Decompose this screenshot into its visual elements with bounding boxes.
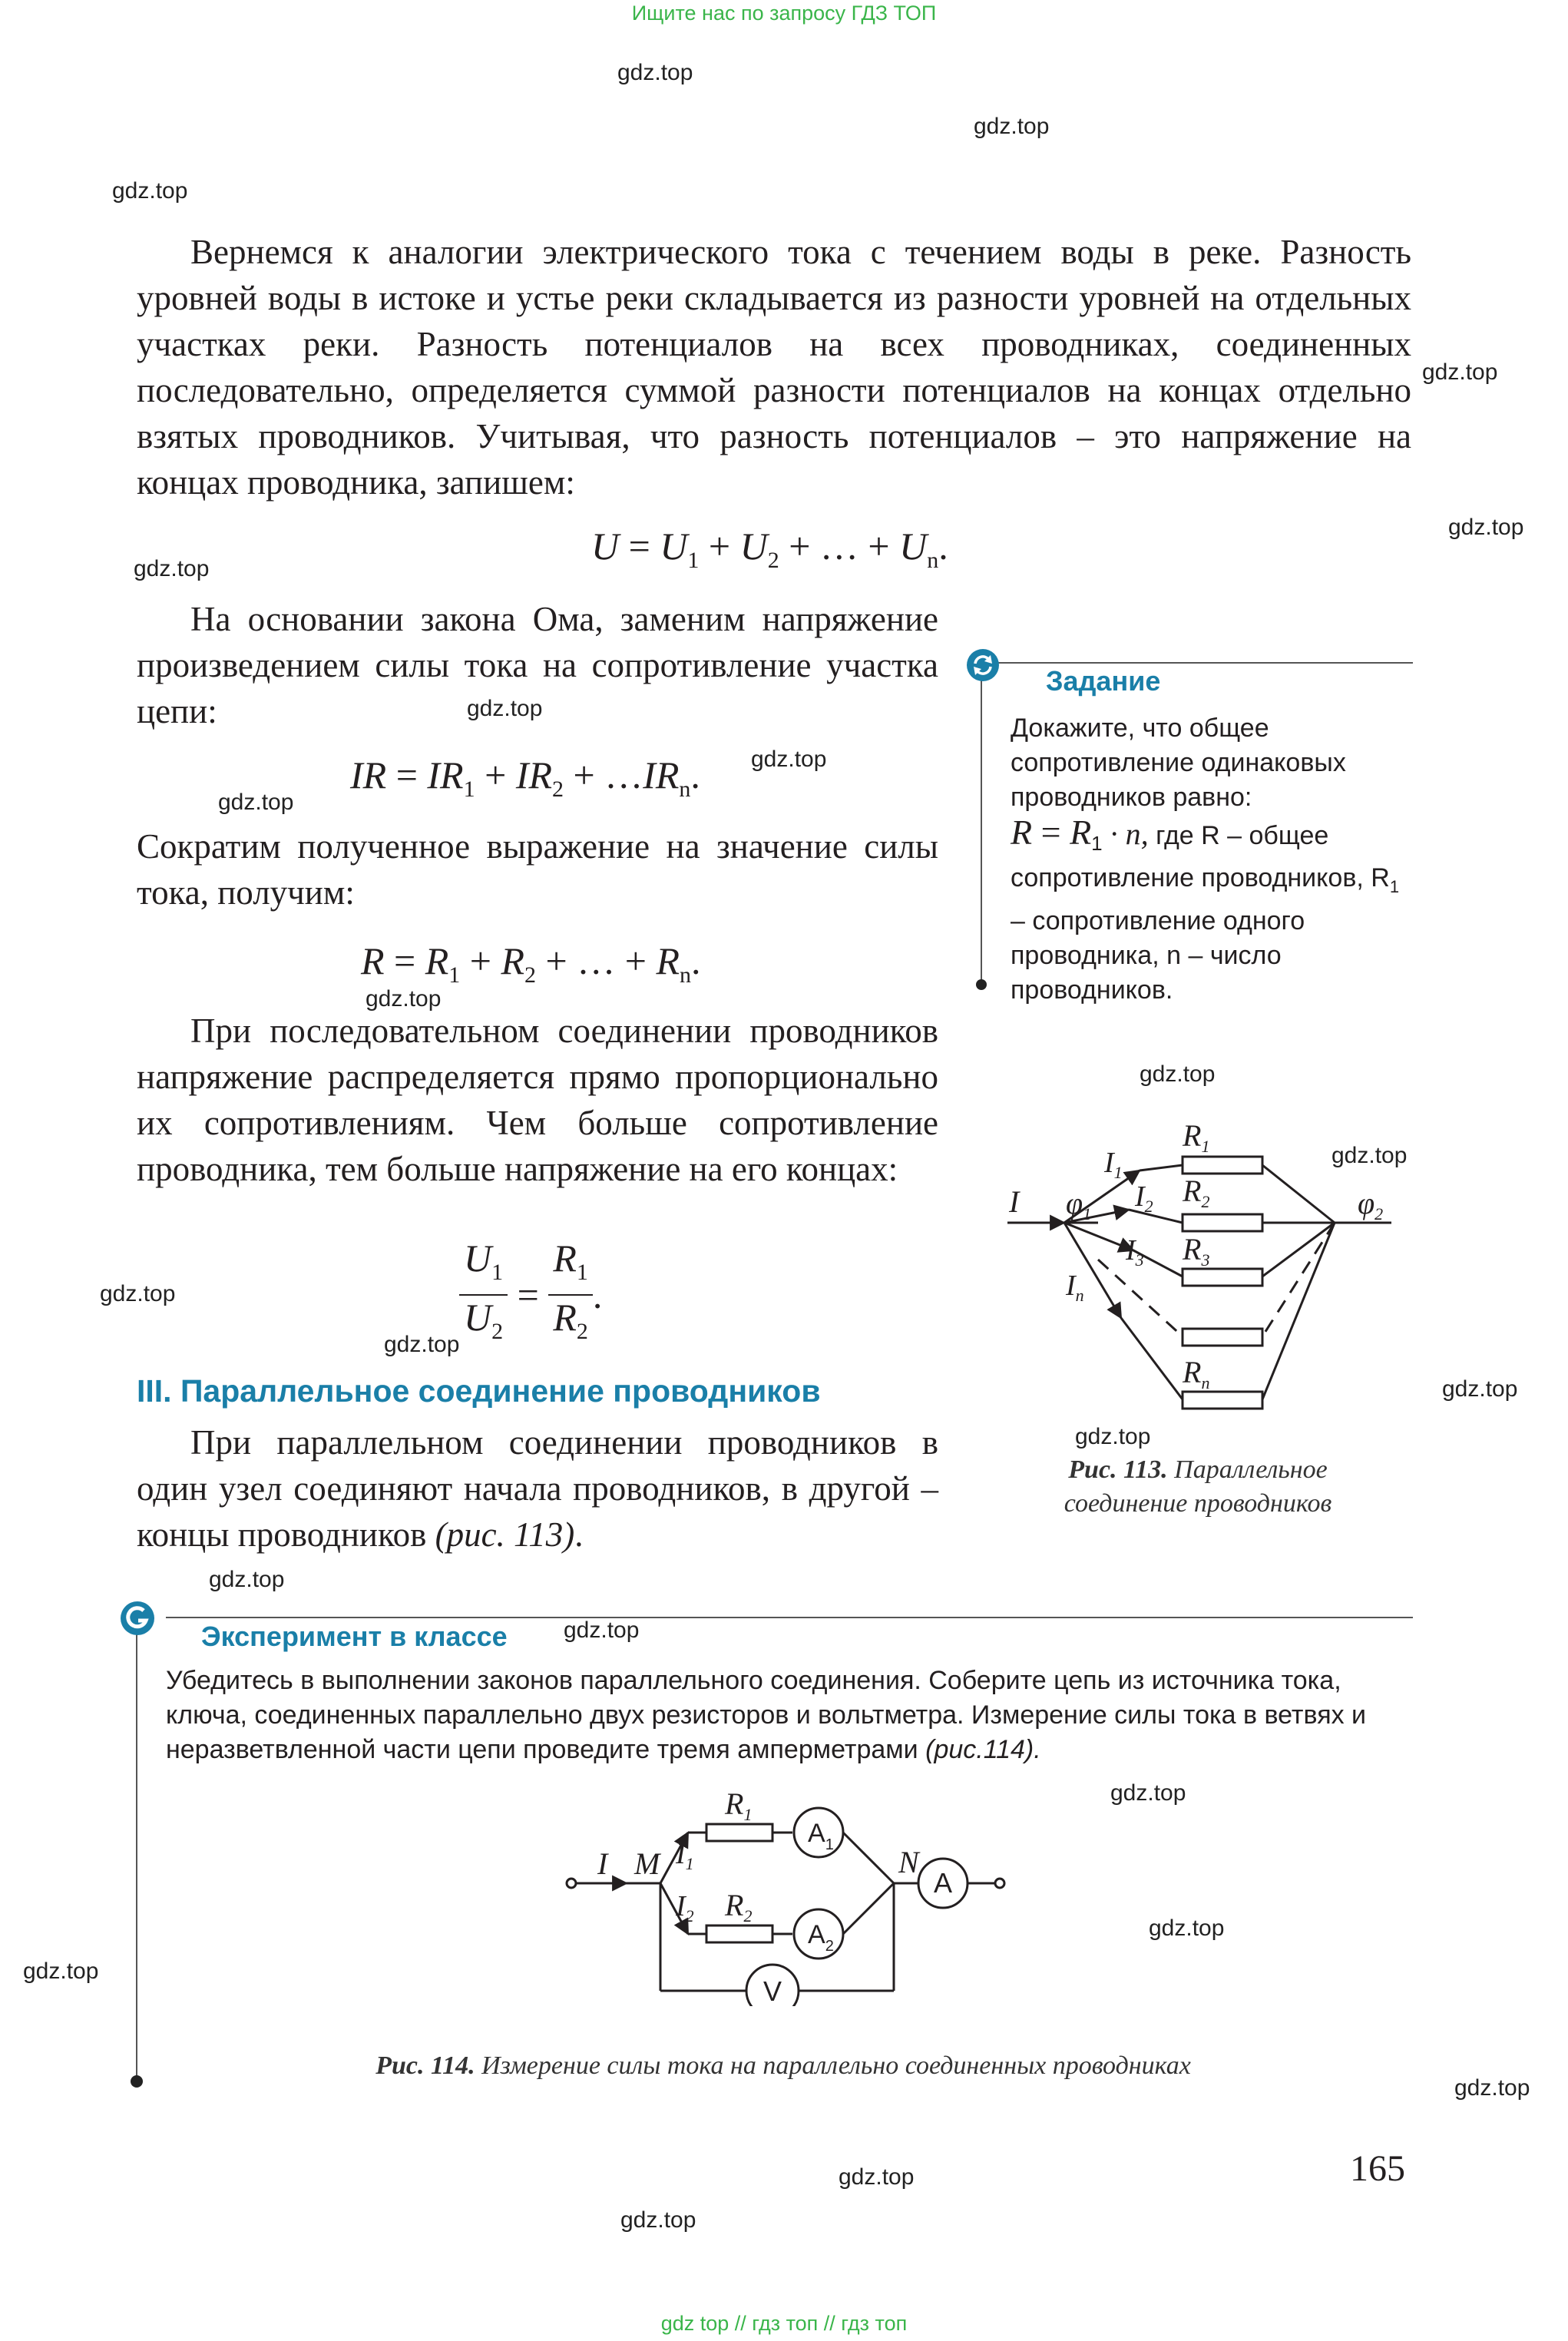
figure-114-circuit [561,1783,1006,2006]
label-i: I [597,1846,608,1881]
page-number: 165 [1350,2148,1405,2189]
experiment-title: Эксперимент в классе [201,1621,508,1652]
experiment-text: Убедитесь в выполнении законов параллельного соединения. Соберите цепь из источника тока, ключа, соединенных параллельно двух резисторов и вольтметра. Измерение силы тока в ветвях и неразветвленной части цепи проведите тремя амперметрами (рис.114). [166,1666,1367,1764]
paragraph-parallel: При параллельном соединении проводников в один узел соединяют начала проводников, в другой – концы проводников (рис. 113). [137,1423,938,1554]
watermark: gdz.top [974,114,1050,139]
label-m: M [634,1846,660,1881]
watermark: gdz.top [134,556,210,581]
watermark: gdz.top [1454,2075,1530,2101]
paragraph-reduce: Сократим полученное выражение на значение силы тока, получим: [137,827,938,912]
watermark: gdz.top [209,1567,285,1592]
label-i2: $I_2$ [1135,1180,1153,1216]
watermark: gdz.top [467,696,543,721]
watermark: gdz.top [100,1281,176,1306]
label-in: $I_n$ [1066,1270,1084,1305]
label-r1: $R_1$ [725,1786,753,1824]
watermark: gdz.top [218,790,294,815]
label-i2: $I_2$ [676,1890,694,1925]
watermark: gdz.top [839,2164,915,2190]
ammeter-a1-label: $A_1$ [808,1819,834,1853]
watermark: gdz.top [1442,1376,1518,1402]
fraction-u: $\frac{U_1}{U_2}$ [459,1237,508,1353]
paragraph-series-analogy: Вернемся к аналогии электрического тока с течением воды в реке. Разность уровней воды в истоке и устье реки складывается из разности уровней на отдельных участках реки. Разность потенциалов на всех проводниках, соединенных последовательно, определяется суммой разности потенциалов на концах отдельно взятых проводников. Учитывая, что разность потенциалов – это напряжение на концах проводника, запишем: [137,233,1411,502]
refresh-icon [966,648,1000,682]
ammeter-a-label: A [934,1867,953,1899]
formula-ir-sum: IR = $IR_1 + IR_2$ + $\dots IR_n$. [350,753,700,802]
figure-113-caption: Рис. 113. Параллельное соединение проводников [1064,1455,1332,1518]
section-heading: III. Параллельное соединение проводников [137,1373,821,1409]
label-r3: $R_3$ [1183,1232,1210,1270]
voltmeter-label: V [763,1975,782,2006]
label-phi1: $\varphi_1$ [1066,1186,1092,1223]
label-r1: $R_1$ [1183,1118,1210,1156]
watermark: gdz.top [1075,1424,1151,1449]
watermark: gdz.top [1149,1916,1225,1941]
paragraph-voltage-distribution: При последовательном соединении проводников напряжение распределяется прямо пропорционально их сопротивлениям. Чем больше сопротивление проводника, тем больше напряжение на его концах: [137,1012,938,1188]
watermark: gdz.top [617,60,693,85]
fraction-r: $\frac{R_1}{R_2}$ [548,1237,593,1353]
label-r2: $R_2$ [725,1888,753,1925]
top-banner[interactable]: Ищите нас по запросу ГДЗ ТОП [631,2,937,25]
watermark: gdz.top [384,1332,460,1357]
label-i1: $I_1$ [1104,1147,1123,1182]
formula-voltage-sum: $U = U_1 + U_2$ + … + $U_n$. [591,525,948,573]
watermark: gdz.top [620,2207,696,2233]
formula-resistance-sum: $R = R_1 + R_2$ + … + $R_n$. [361,939,701,988]
watermark: gdz.top [112,178,188,204]
task-text: Докажите, что общее сопротивление одинаковых проводников равно: $R = R_1 \cdot n$, где R – общее сопротивление проводников, $R_1$ – сопротивление одного проводника, n – число проводников. [1011,714,1400,1005]
figure-113-circuit [998,1098,1413,1436]
figure-114-caption: Рис. 114. Измерение силы тока на параллельно соединенных проводниках [375,2051,1191,2080]
label-n: N [898,1845,919,1879]
label-r2: $R_2$ [1183,1174,1210,1211]
paragraph-ohm-law: На основании закона Ома, заменим напряжение произведением силы тока на сопротивление участка цепи: [137,600,938,730]
label-phi2: $\varphi_2$ [1358,1186,1384,1223]
label-i1: $I_1$ [676,1838,694,1873]
label-i: I [1009,1184,1020,1219]
ammeter-a2-label: $A_2$ [808,1920,834,1955]
watermark: gdz.top [564,1618,640,1643]
label-i3: $I_3$ [1126,1234,1144,1270]
watermark: gdz.top [1422,359,1498,385]
watermark: gdz.top [1448,515,1524,540]
watermark: gdz.top [366,986,442,1012]
label-rn: $R_n$ [1183,1355,1210,1392]
bottom-banner[interactable]: gdz top // гдз топ // гдз топ [660,2312,908,2335]
watermark: gdz.top [23,1959,99,1984]
task-title: Задание [1046,665,1161,697]
watermark: gdz.top [1110,1780,1186,1806]
watermark: gdz.top [1140,1061,1216,1087]
formula-ratio: $\frac{U_1}{U_2}$ = $\frac{R_1}{R_2}$ . [459,1237,602,1353]
watermark: gdz.top [751,747,827,772]
experiment-icon [120,1601,155,1636]
watermark: gdz.top [1331,1143,1408,1168]
